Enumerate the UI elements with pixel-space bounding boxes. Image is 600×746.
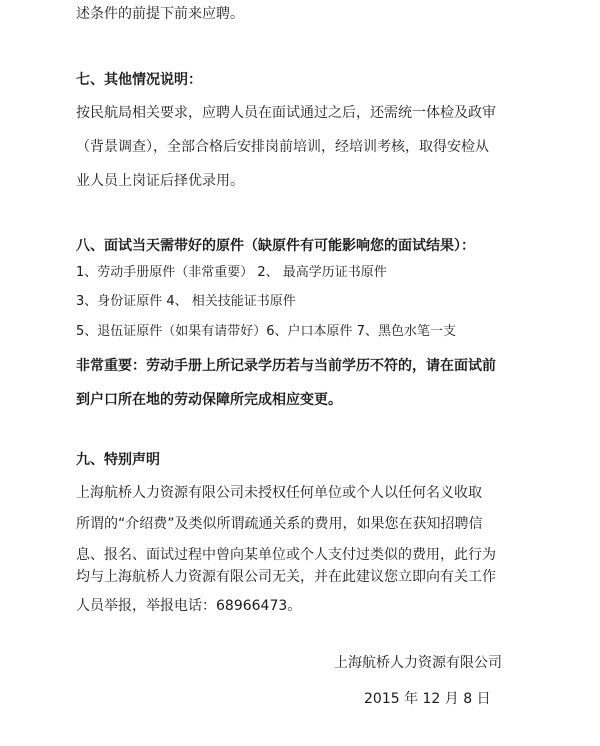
section-9-line-1: 上海航桥人力资源有限公司未授权任何单位或个人以任何名义收取: [76, 485, 482, 501]
section-7-line-3: 业人员上岗证后择优录用。: [76, 173, 244, 189]
section-8-important-line-2: 到户口所在地的劳动保障所完成相应变更。: [76, 392, 342, 408]
section-8-item-1: 1、劳动手册原件（非常重要） 2、 最高学历证书原件: [76, 265, 387, 280]
section-9-line-5: 人员举报，举报电话：68966473。: [76, 598, 302, 614]
signature-company: 上海航桥人力资源有限公司: [334, 655, 502, 671]
section-8-item-2: 3、身份证原件 4、 相关技能证书原件: [76, 294, 296, 309]
intro-tail-text: 述条件的前提下前来应聘。: [76, 6, 244, 22]
section-8-important-line-1: 非常重要：劳动手册上所记录学历若与当前学历不符的，请在面试前: [76, 358, 496, 374]
section-9-line-3: 息、报名、面试过程中曾向某单位或个人支付过类似的费用，此行为: [76, 547, 496, 563]
section-9-heading: 九、特别声明: [76, 452, 160, 468]
section-9-line-4: 均与上海航桥人力资源有限公司无关，并在此建议您立即向有关工作: [76, 569, 496, 585]
section-9-line-2: 所谓的“介绍费”及类似所谓疏通关系的费用，如果您在获知招聘信: [76, 516, 483, 532]
section-8-heading: 八、面试当天需带好的原件（缺原件有可能影响您的面试结果）：: [76, 238, 475, 254]
section-7-heading: 七、其他情况说明：: [76, 72, 202, 88]
signature-date: 2015 年 12 月 8 日: [364, 691, 491, 707]
section-8-item-3: 5、退伍证原件（如果有请带好）6、户口本原件 7、黑色水笔一支: [76, 324, 456, 339]
section-7-line-2: （背景调查），全部合格后安排岗前培训，经培训考核，取得安检从: [76, 139, 489, 155]
section-7-line-1: 按民航局相关要求，应聘人员在面试通过之后，还需统一体检及政审: [76, 105, 496, 121]
